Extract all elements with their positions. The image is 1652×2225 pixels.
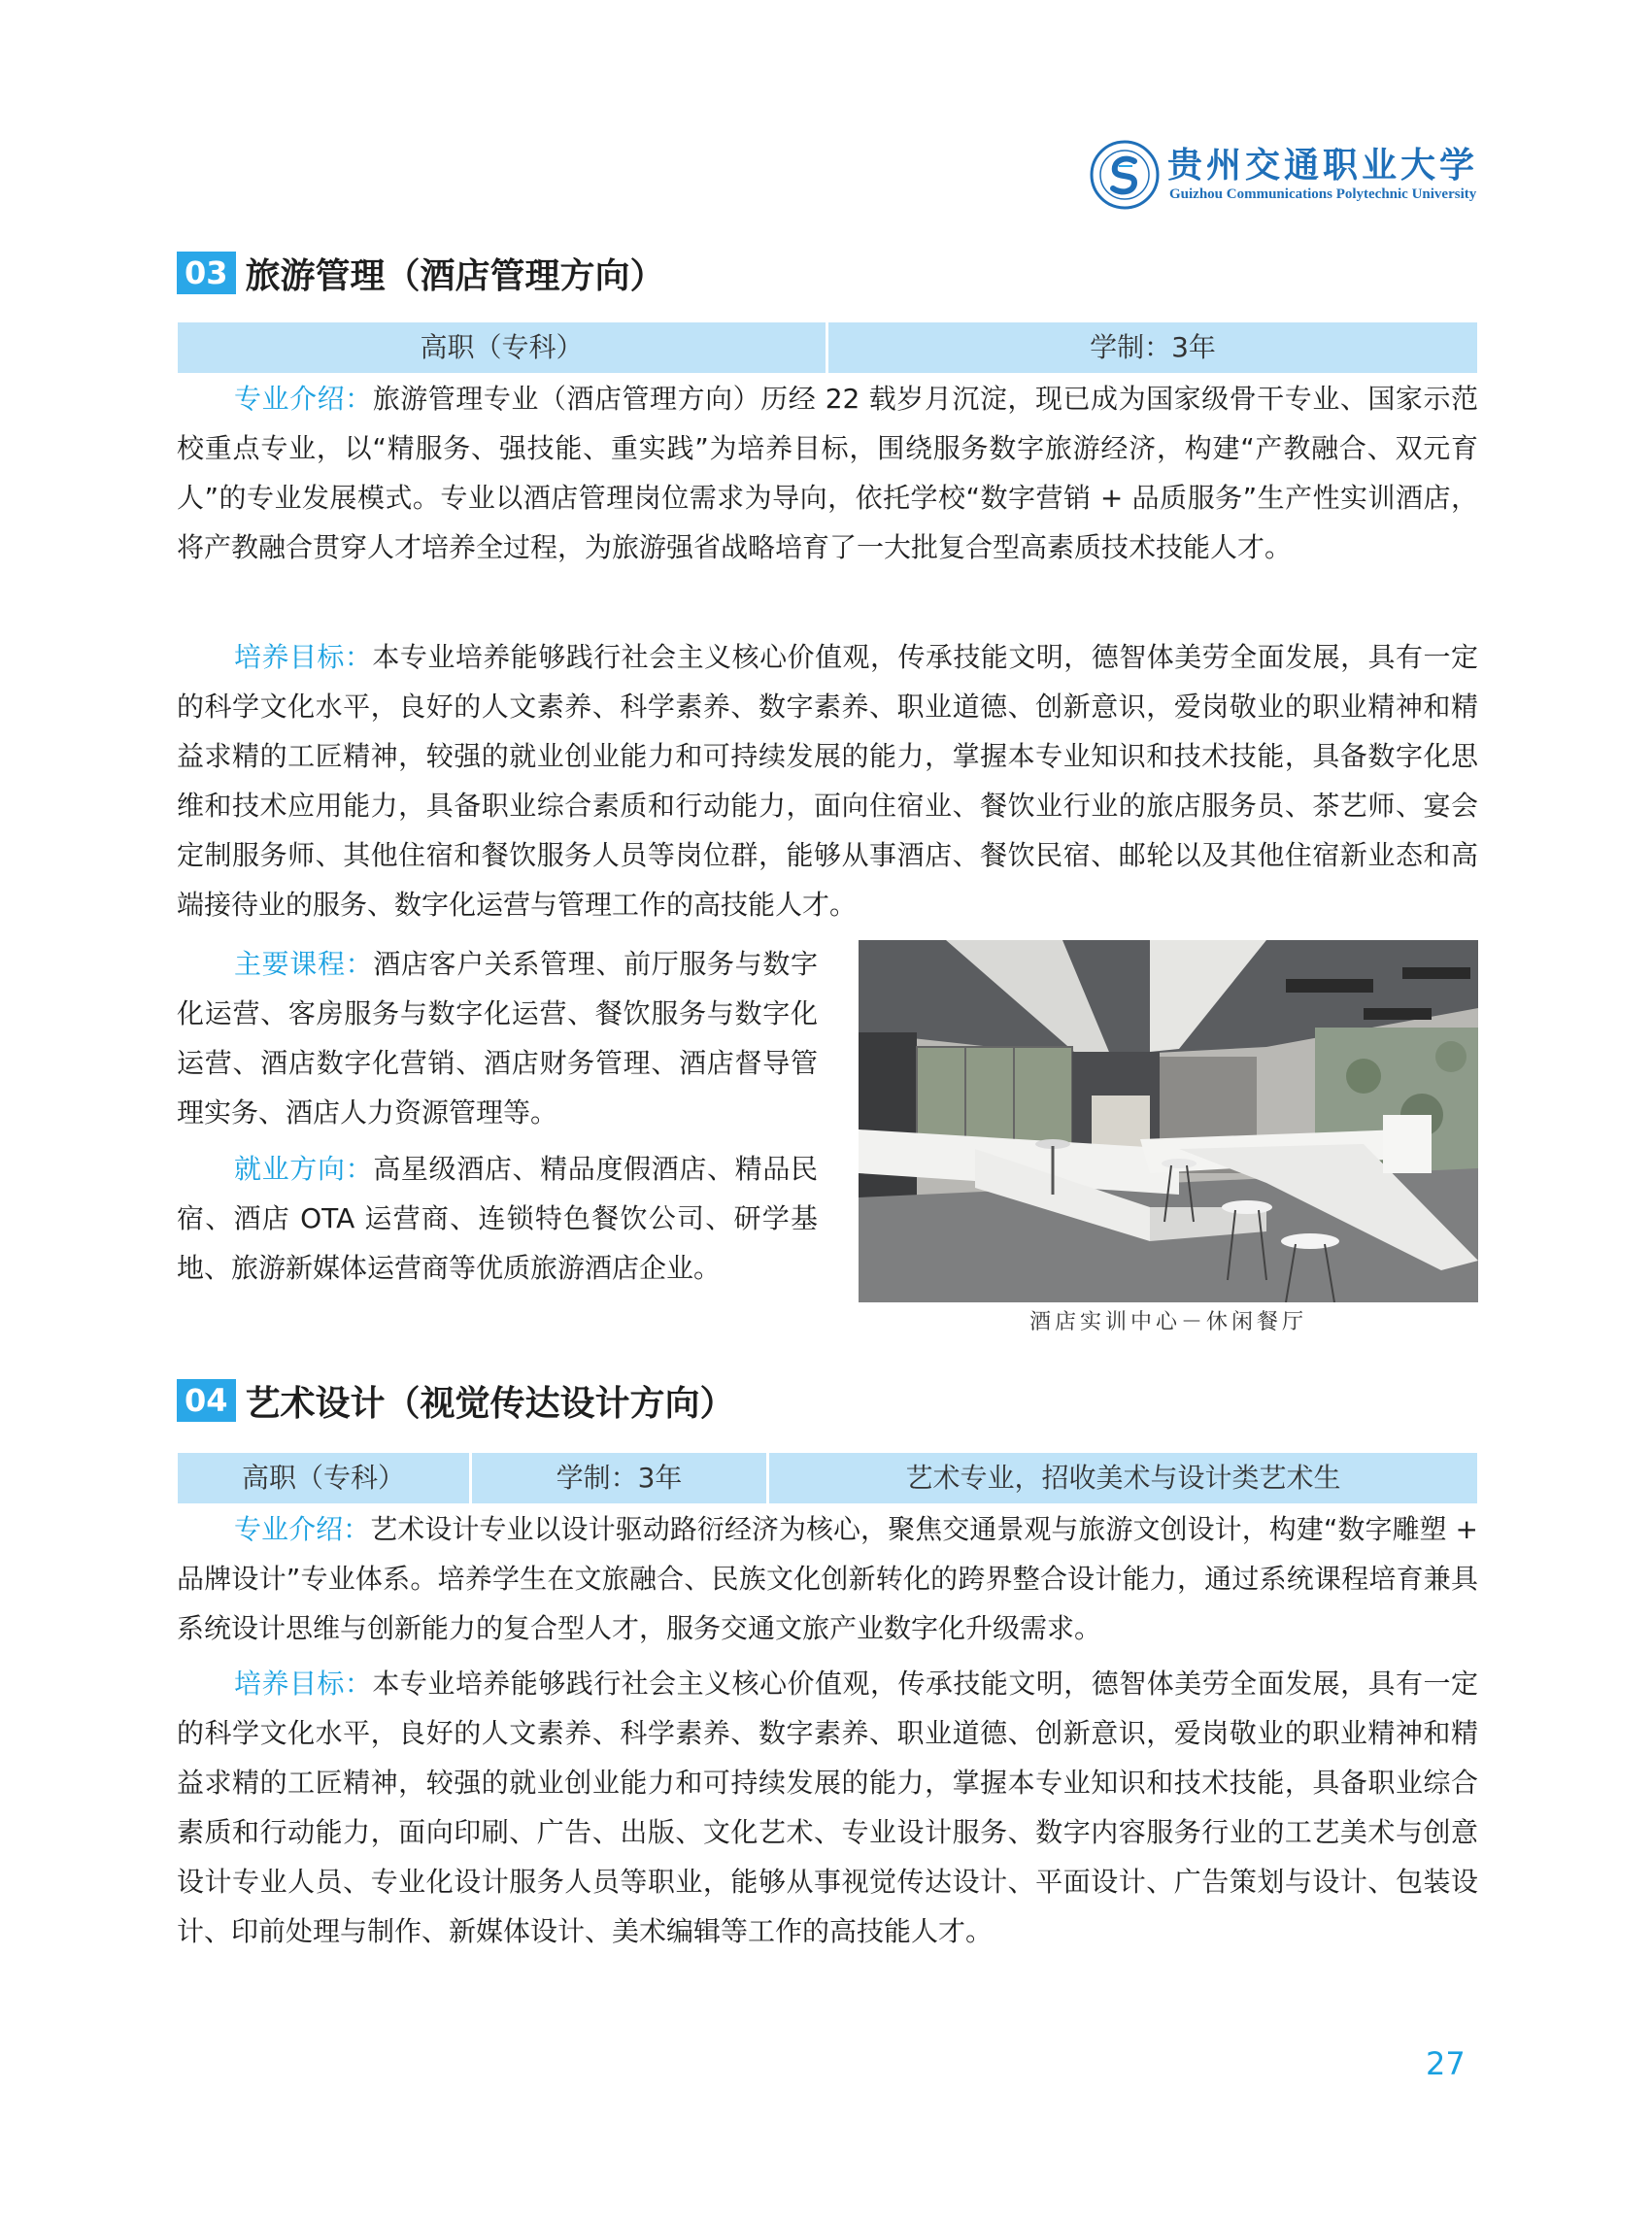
- program-intro: [177, 374, 1478, 572]
- program-duration: 学制：3年: [472, 1453, 769, 1503]
- page-number: 27: [1426, 2045, 1466, 2082]
- school-name-en: Guizhou Communications Polytechnic University: [1169, 186, 1477, 202]
- school-name-cn: 贵州交通职业大学: [1167, 145, 1479, 185]
- section-title: 艺术设计（视觉传达设计方向）: [245, 1383, 735, 1424]
- school-logo: [1090, 136, 1480, 214]
- paragraph-label: 专业介绍：: [234, 383, 373, 415]
- section-heading: [177, 249, 665, 297]
- program-duration: 学制：3年: [1090, 331, 1216, 363]
- section-number: 03: [177, 252, 236, 294]
- paragraph-text: 本专业培养能够践行社会主义核心价值观，传承技能文明，德智体美劳全面发展，具有一定的科学文化水平，良好的人文素养、科学素养、数字素养、职业道德、创新意识，爱岗敬业的职业精神和精益求精的工匠精神，较强的就业创业能力和可持续发展的能力，掌握本专业知识和技术技能，具备职业综合素质和行动能力，面向印刷、广告、出版、文化艺术、专业设计服务、数字内容服务行业的工艺美术与创意设计专业人员、专业化设计服务人员等职业，能够从事视觉传达设计、平面设计、广告策划与设计、包装设计、印前处理与制作、新媒体设计、美术编辑等工作的高技能人才。: [177, 1668, 1478, 1947]
- paragraph-label: 专业介绍：: [234, 1513, 371, 1545]
- restaurant-interior-illustration: [859, 940, 1478, 1302]
- paragraph-label: 培养目标：: [234, 1668, 373, 1700]
- program-info-bar: [178, 322, 1477, 373]
- main-courses: [177, 939, 818, 1137]
- program-intro: [177, 1504, 1478, 1653]
- hotel-training-photo: [859, 940, 1478, 1302]
- career-direction: [177, 1144, 818, 1293]
- university-emblem-icon: [1090, 140, 1160, 210]
- paragraph-text: 本专业培养能够践行社会主义核心价值观，传承技能文明，德智体美劳全面发展，具有一定的科学文化水平，良好的人文素养、科学素养、数字素养、职业道德、创新意识，爱岗敬业的职业精神和精益求精的工匠精神，较强的就业创业能力和可持续发展的能力，掌握本专业知识和技术技能，具备数字化思维和技术应用能力，具备职业综合素质和行动能力，面向住宿业、餐饮业行业的旅店服务员、茶艺师、宴会定制服务师、其他住宿和餐饮服务人员等岗位群，能够从事酒店、餐饮民宿、邮轮以及其他住宿新业态和高端接待业的服务、数字化运营与管理工作的高技能人才。: [177, 641, 1478, 921]
- admission-note: 艺术专业，招收美术与设计类艺术生: [905, 1462, 1341, 1494]
- program-level: 高职（专科）: [178, 322, 828, 373]
- training-goal: [177, 632, 1478, 929]
- paragraph-text: 酒店客户关系管理、前厅服务与数字化运营、客房服务与数字化运营、餐饮服务与数字化运营、酒店数字化营销、酒店财务管理、酒店督导管理实务、酒店人力资源管理等。: [177, 948, 818, 1129]
- program-level: 高职（专科）: [178, 1453, 472, 1503]
- paragraph-label: 主要课程：: [234, 948, 374, 980]
- photo-caption: 酒店实训中心－休闲餐厅: [1028, 1310, 1307, 1334]
- program-info-bar: [178, 1453, 1477, 1503]
- paragraph-text: 艺术设计专业以设计驱动路衍经济为核心，聚焦交通景观与旅游文创设计，构建“数字雕塑 + 品牌设计”专业体系。培养学生在文旅融合、民族文化创新转化的跨界整合设计能力，通过系统课程培育兼具系统设计思维与创新能力的复合型人才，服务交通文旅产业数字化升级需求。: [177, 1513, 1478, 1644]
- section-number: 04: [177, 1379, 236, 1422]
- paragraph-label: 就业方向：: [234, 1153, 374, 1185]
- paragraph-text: 高星级酒店、精品度假酒店、精品民宿、酒店 OTA 运营商、连锁特色餐饮公司、研学基地、旅游新媒体运营商等优质旅游酒店企业。: [177, 1153, 818, 1284]
- section-heading: [177, 1376, 735, 1425]
- paragraph-label: 培养目标：: [234, 641, 373, 673]
- section-title: 旅游管理（酒店管理方向）: [245, 255, 665, 296]
- training-goal: [177, 1659, 1478, 1956]
- paragraph-text: 旅游管理专业（酒店管理方向）历经 22 载岁月沉淀，现已成为国家级骨干专业、国家示范校重点专业，以“精服务、强技能、重实践”为培养目标，围绕服务数字旅游经济，构建“产教融合、双元育人”的专业发展模式。专业以酒店管理岗位需求为导向，依托学校“数字营销 + 品质服务”生产性实训酒店，将产教融合贯穿人才培养全过程，为旅游强省战略培育了一大批复合型高素质技术技能人才。: [177, 383, 1478, 563]
